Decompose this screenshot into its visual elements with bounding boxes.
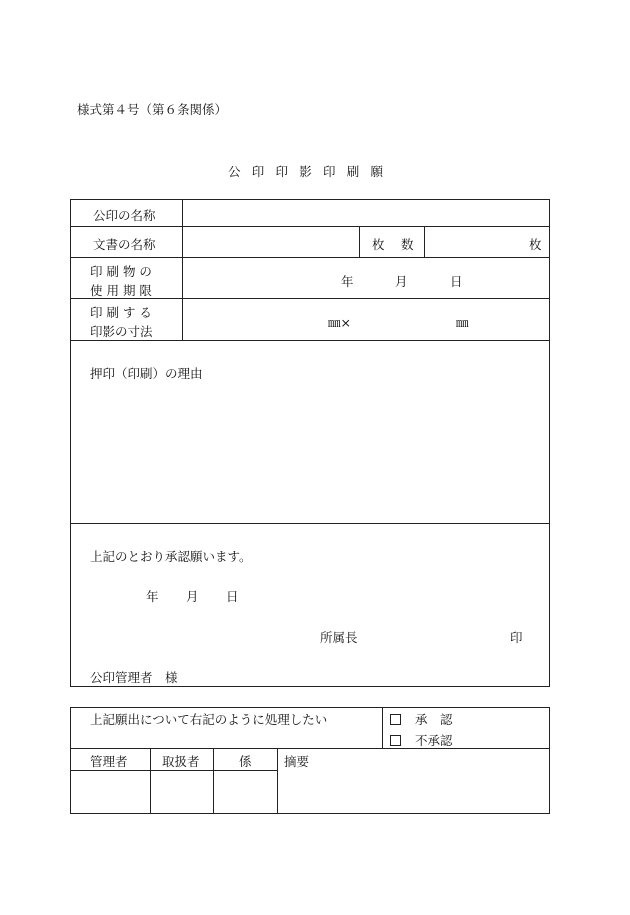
period-label-line2: 使 用 期 限 bbox=[90, 283, 152, 298]
reason-field[interactable] bbox=[76, 385, 544, 517]
disapprove-checkbox[interactable] bbox=[390, 735, 401, 746]
request-year: 年 bbox=[146, 589, 159, 604]
manager-label: 管理者 bbox=[90, 754, 128, 769]
summary-label: 摘要 bbox=[284, 754, 310, 769]
approve-option[interactable] bbox=[390, 710, 453, 728]
size-mm-height: ㎜ bbox=[456, 315, 469, 330]
count-unit: 枚 bbox=[529, 237, 542, 252]
count-field[interactable] bbox=[428, 229, 523, 255]
disapprove-label: 不承認 bbox=[415, 733, 453, 748]
document-name-label: 文書の名称 bbox=[93, 237, 156, 252]
handler-label: 取扱者 bbox=[162, 754, 200, 769]
form-number: 様式第４号（第６条関係） bbox=[77, 102, 228, 117]
period-month: 月 bbox=[395, 274, 408, 289]
approve-checkbox[interactable] bbox=[390, 714, 401, 725]
seal-name-label: 公印の名称 bbox=[93, 208, 156, 223]
manager-seal-box[interactable] bbox=[72, 772, 148, 812]
document-name-field[interactable] bbox=[186, 229, 356, 255]
summary-field[interactable] bbox=[280, 772, 548, 812]
department-head-label: 所属長 bbox=[320, 630, 358, 645]
staff-label: 係 bbox=[239, 754, 252, 769]
request-month: 月 bbox=[186, 589, 199, 604]
page-title: 公印印影印刷願 bbox=[228, 164, 395, 179]
seal-name-field[interactable] bbox=[186, 202, 546, 224]
period-label-line1: 印 刷 物 の bbox=[90, 264, 152, 279]
request-day: 日 bbox=[226, 589, 239, 604]
size-label-line2: 印影の寸法 bbox=[90, 324, 153, 339]
size-mm-width: ㎜× bbox=[328, 315, 351, 330]
handler-seal-box[interactable] bbox=[152, 772, 211, 812]
addressee: 公印管理者 様 bbox=[90, 670, 178, 685]
processing-statement: 上記願出について右記のように処理したい bbox=[90, 712, 328, 727]
request-statement: 上記のとおり承認願います。 bbox=[90, 549, 252, 564]
reason-label: 押印（印刷）の理由 bbox=[90, 366, 203, 381]
approve-label: 承 認 bbox=[415, 712, 453, 727]
size-label-line1: 印 刷 す る bbox=[90, 305, 152, 320]
period-day: 日 bbox=[450, 274, 463, 289]
seal-mark: 印 bbox=[510, 630, 523, 645]
disapprove-option[interactable] bbox=[390, 731, 453, 749]
count-label: 枚 数 bbox=[372, 237, 420, 252]
period-year: 年 bbox=[341, 274, 354, 289]
staff-seal-box[interactable] bbox=[215, 772, 275, 812]
